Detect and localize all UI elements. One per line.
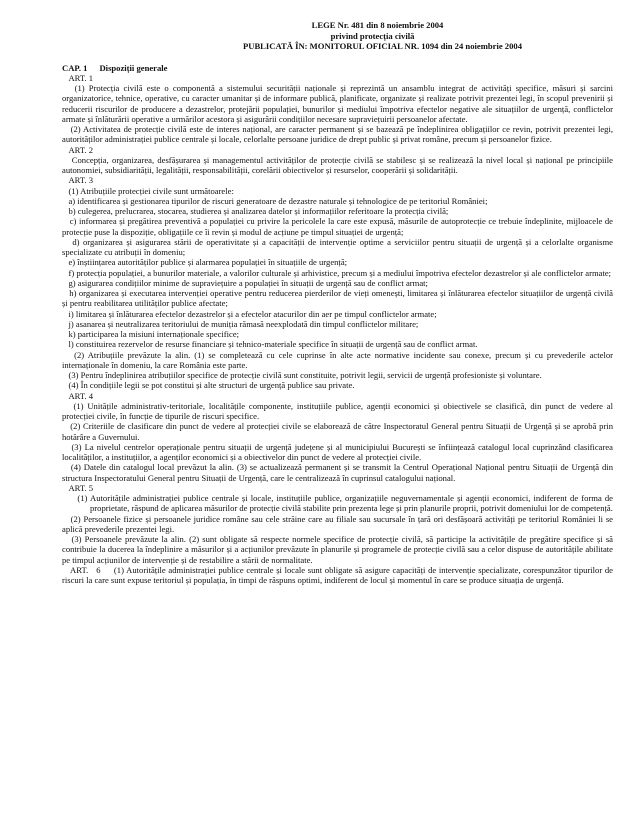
- article-heading: ART. 4: [62, 390, 94, 401]
- article-heading: ART. 2: [62, 144, 94, 155]
- paragraph: (3) Pentru îndeplinirea atribuțiilor specifice de protecție civilă sunt constituite, potrivit legii, servicii de urgență profesioniste și voluntare.: [62, 370, 542, 380]
- chapter-number: CAP. 1: [62, 62, 88, 73]
- paragraph: (2) Persoanele fizice și persoanele juridice române sau cele străine care au filiale sau sucursale în țară ori desfășoară activități pe teritoriul României li se aplică prevederile prezentei legi.: [62, 513, 616, 534]
- paragraph: (1) Atribuțiile protecției civile sunt următoarele:: [62, 185, 234, 196]
- paragraph: c) informarea și pregătirea preventivă a populației cu privire la pericolele la care este expusă, măsurile de autoprotecție ce trebuie îndeplinite, mijloacele de protecție puse la dispoziție, obligațiile ce îi revin și modul de acțiune pe timpul situației de urgență;: [62, 216, 616, 237]
- paragraph: (1) Unitățile administrativ-teritoriale, localitățile componente, instituțiile publice, agenții economici și obiectivele se clasifică, din punct de vedere al protecției civile, în funcție de tipurile de riscuri specifice.: [62, 400, 616, 421]
- paragraph: (4) Datele din catalogul local prevăzut la alin. (3) se actualizează permanent și se transmit la Centrul Operațional Național pentru Situații de Urgență din structura Inspectoratului General pentru Situații de Urgență, care le centralizează în cuprinsul catalogului național.: [62, 462, 616, 483]
- paragraph: a) identificarea și gestionarea tipurilor de riscuri generatoare de dezastre naturale și tehnologice de pe teritoriul României;: [62, 195, 488, 206]
- article-heading: ART. 5: [62, 482, 94, 493]
- chapter-heading: [62, 63, 613, 73]
- paragraph: k) participarea la misiuni internaționale specifice;: [62, 329, 240, 339]
- paragraph: (1) Protecția civilă este o componentă a sistemului securității naționale și reprezintă un ansamblu integrat de activități specifice, măsuri și sarcini organizatorice, tehnice, operative, cu caracter umanitar și de informare publică, planificate, organizate și realizate potrivit prezentei legi, în scopul prevenirii și reducerii riscurilor de producere a dezastrelor, protejării populației, bunurilor și mediului împotriva efectelor negative ale situațiilor de urgență, conflictelor armate și înlăturării operative a urmărilor acestora și asigurării condițiilor necesare supraviețuirii persoanelor afectate.: [62, 83, 616, 124]
- paragraph: Concepția, organizarea, desfășurarea și managementul activităților de protecție civilă se stabilesc și se realizează la nivel local și național pe principiile autonomiei, subsidiarității, legalității, responsabilității, corelării obiectivelor și resurselor, cooperării și solidarității.: [62, 154, 616, 175]
- publication-line: PUBLICATĂ ÎN: MONITORUL OFICIAL NR. 1094 din 24 noiembrie 2004: [242, 41, 522, 51]
- paragraph: ART. 6 (1) Autoritățile administrației publice centrale și locale sunt obligate să asigure capacități de intervenție specializate, corespunzător tipurilor de riscuri la care sunt expuse teritoriul și populația, în timpi de răspuns optimi, indiferent de locul și momentul în care se produce situația de urgență.: [62, 564, 616, 585]
- paragraph: h) organizarea și executarea intervenției operative pentru reducerea pierderilor de vieți omenești, limitarea și înlăturarea efectelor situațiilor de urgență civilă și pentru reabilitarea utilităților publice afectate;: [62, 288, 616, 309]
- paragraph: g) asigurarea condițiilor minime de supraviețuire a populației în situații de urgență sau de conflict armat;: [62, 277, 428, 288]
- paragraph: (3) La nivelul centrelor operaționale pentru situații de urgență județene și al municipiului București se înființează catalogul local cuprinzând clasificarea localităților, a instituțiilor, a agenților economici și a obiectivelor din punct de vedere al protecției civile.: [62, 441, 616, 462]
- paragraph: j) asanarea și neutralizarea teritoriului de muniția rămasă neexplodată din timpul conflictelor militare;: [62, 318, 419, 329]
- paragraph: (4) În condițiile legii se pot constitui și alte structuri de urgență publice sau private.: [62, 380, 355, 391]
- paragraph: (2) Criteriile de clasificare din punct de vedere al protecției civile se elaborează de către Inspectoratul General pentru Situații de Urgență și se aprobă prin hotărâre a Guvernului.: [62, 421, 616, 442]
- paragraph: d) organizarea și asigurarea stării de operativitate și a capacității de intervenție optime a serviciilor pentru situații de urgență și a celorlalte organisme specializate cu atribuții în domeniu;: [62, 236, 616, 257]
- law-subject: privind protecția civilă: [330, 30, 415, 41]
- paragraph: b) culegerea, prelucrarea, stocarea, studierea și analizarea datelor și informațiilor referitoare la protecția civilă;: [62, 206, 449, 216]
- paragraph: (1) Autoritățile administrației publice centrale și locale, instituțiile publice, organizațiile neguvernamentale și agenții economici, indiferent de forma de proprietate, răspund de aplicarea măsurilor de protecție civilă stabilite prin prezenta lege și prin planurile proprii, potrivit domeniului lor de competență.: [68, 493, 616, 514]
- article-heading: ART. 3: [62, 175, 94, 186]
- paragraph: l) constituirea rezervelor de resurse financiare și tehnico-materiale specifice în situații de urgență sau de conflict armat.: [62, 339, 478, 350]
- paragraph: e) înștiințarea autorităților publice și alarmarea populației în situațiile de urgență;: [62, 257, 348, 268]
- document-body: [62, 72, 616, 586]
- article-heading: ART. 1: [62, 72, 94, 83]
- law-title: LEGE Nr. 481 din 8 noiembrie 2004: [311, 20, 444, 30]
- paragraph: (3) Persoanele prevăzute la alin. (2) sunt obligate să respecte normele specifice de protecție civilă, să participe la activitățile de pregătire specifice și să contribuie la ducerea la îndeplinire a măsurilor și a acțiunilor prevăzute în planurile și programele de protecție civilă sau a celor dispuse de autoritățile abilitate pe timpul acțiunilor de intervenție și de restabilire a stării de normalitate.: [62, 534, 616, 565]
- chapter-title: Dispoziții generale: [99, 62, 168, 73]
- paragraph: f) protecția populației, a bunurilor materiale, a valorilor culturale și arhivistice, precum și a mediului împotriva efectelor dezastrelor și ale conflictelor armate;: [62, 267, 612, 278]
- paragraph: i) limitarea și înlăturarea efectelor dezastrelor și a efectelor atacurilor din aer pe timpul conflictelor armate;: [62, 308, 437, 319]
- paragraph: (2) Atribuțiile prevăzute la alin. (1) se completează cu cele cuprinse în alte acte normative incidente sau conexe, precum și cu prevederile actelor internaționale în domeniu, la care România este parte.: [62, 349, 616, 370]
- paragraph: (2) Activitatea de protecție civilă este de interes național, are caracter permanent și se bazează pe îndeplinirea obligațiilor ce revin, potrivit prezentei legi, autorităților administrației publice centrale și locale, celorlalte persoane juridice de drept public și privat române, precum și persoanelor fizice.: [62, 124, 616, 145]
